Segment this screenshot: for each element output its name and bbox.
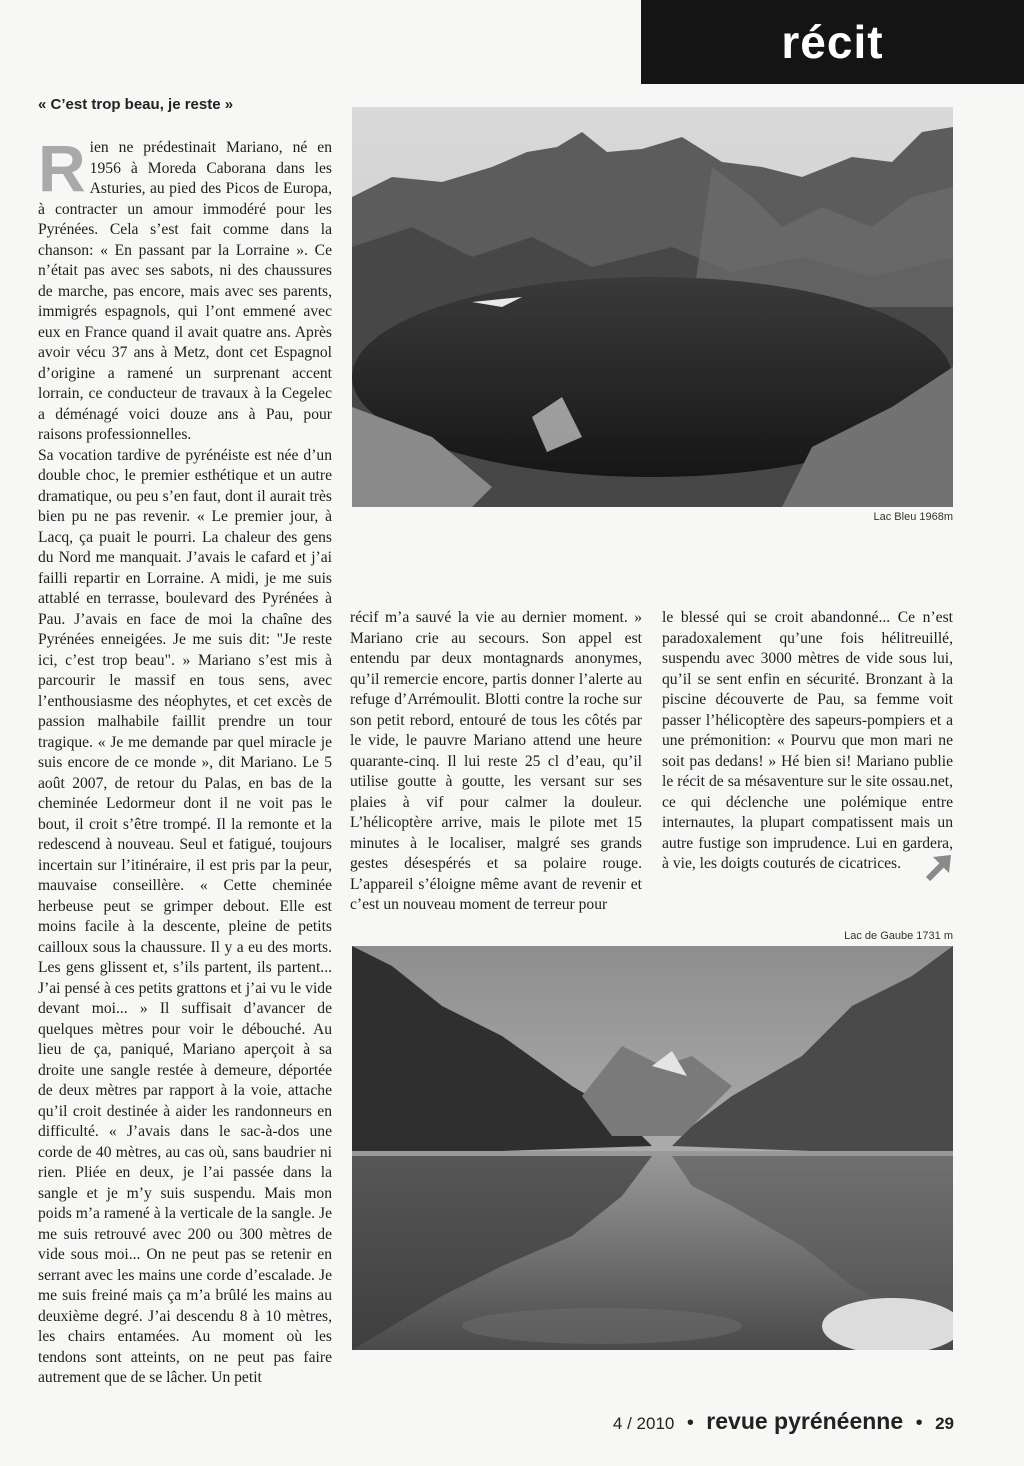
page-number: 29: [935, 1414, 954, 1433]
paragraph-1-text: ien ne prédestinait Mariano, né en 1956 à Moreda Caborana dans les Asturies, au pied des Picos de Europa, à contracter un amour immodéré pour les Pyrénées. Cela s’est fait comme dans la chanson: « En passant par la Lorraine ». Ce n’était pas avec ses sabots, ni des chaussures de marche, pas encore, mais avec ses parents, immigrés espagnols, qui l’ont emmené avec eux en France quand il avait quatre ans. Après avoir vécu 37 ans à Metz, dont cet Espagnol d’origine a ramené un surprenant accent lorrain, ce conducteur de travaux à la Cegelec a déménagé voici douze ans à Pau, pour raisons professionnelles.: [38, 139, 332, 443]
arrow-up-right-icon: [924, 852, 954, 882]
article-column-3: [662, 608, 953, 875]
article-column-2: [350, 608, 642, 916]
photo-caption-lac-de-gaube: Lac de Gaube 1731 m: [844, 930, 953, 942]
section-tag: récit: [641, 0, 1024, 84]
photo-lac-bleu: [352, 107, 953, 507]
photo-caption-lac-bleu: Lac Bleu 1968m: [873, 511, 953, 523]
footer-bullet-2: •: [915, 1412, 923, 1434]
issue-number: 4 / 2010: [612, 1414, 675, 1433]
column-2-text: récif m’a sauvé la vie au dernier moment. » Mariano crie au secours. Son appel est entendu par deux montagnards anonymes, qu’il remercie encore, partis donner l’alerte au refuge d’Arrémoulit. Blotti contre la roche sur son petit rebord, entouré de tous les côtés par le vide, le pauvre Mariano attend une heure quarante-cinq. Il lui reste 25 cl d’eau, qu’il utilise goutte à goutte, les versant sur ses plaies à vif pour calmer la douleur. L’hélicoptère arrive, mais le pilote met 15 minutes à le localiser, malgré ses grands gestes désespérés et sa polaire rouge. L’appareil s’éloigne même avant de revenir et c’est un nouveau moment de terreur pour: [350, 609, 642, 913]
subheading: « C’est trop beau, je reste »: [38, 96, 234, 113]
footer-bullet: •: [686, 1412, 694, 1434]
article-paragraph-1: [38, 131, 332, 446]
page-footer: [613, 1408, 954, 1435]
article-column-1: [38, 131, 332, 1389]
drop-cap: R: [38, 131, 86, 205]
photo-lac-de-gaube: [352, 946, 953, 1350]
article-paragraph-2: Sa vocation tardive de pyrénéiste est née d’un double choc, le premier esthétique et un autre dramatique, ou peu s’en faut, dont il aurait très bien pu ne pas revenir. « Le premier jour, à Lacq, ça puait le pourri. La chaleur des gens du Nord me manquait. J’avais le cafard et j’ai failli repartir en Lorraine. A midi, je me suis attablé en terrasse, boulevard des Pyrénées à Pau. J’avais en face de moi la chaîne des Pyrénées enneigées. Je me suis dit: "Je reste ici, c’est trop beau". » Mariano s’est mis à parcourir le massif en tous sens, avec l’enthousiasme des néophytes, et cet excès de passion malhabile faillit prendre un tour tragique. « Je me demande par quel miracle je suis encore de ce monde », dit Mariano. Le 5 août 2007, de retour du Palas, en bas de la cheminée Ledormeur dont il ne voit pas le bout, il croit s’être trompé. Il la remonte et la redescend à nouveau. Seul et fatigué, toujours incertain sur l’itinéraire, il est pris par la peur, mauvaise conseillère. « Cette cheminée herbeuse peut se grimper debout. Elle est moins facile à la descente, pleine de petits cailloux sous la chaussure. Il y a eu des morts. Les gens glissent et, s’ils partent, ils partent... J’ai pensé à ces petits grattons et j’ai vu le vide devant moi... » Il suffisait d’avancer de quelques mètres pour voir le débouché. Au lieu de ça, paniqué, Mariano aperçoit à sa droite une sangle restée à demeure, déportée de deux mètres par rapport à la voie, attache qu’il croit destinée à aider les randonneurs en difficulté. « J’avais dans le sac-à-dos une corde de 40 mètres, au cas où, sans baudrier ni rien. Pliée en deux, je l’ai passée dans la sangle et je m’y suis suspendu. Mais mon poids m’a ramené à la verticale de la sangle. Je me suis retrouvé avec 200 ou 300 mètres de vide sous moi... On ne peut pas se retenir en serrant avec les mains une corde d’escalade. Je me suis freiné mais ça m’a brûlé les mains au deuxième degré. J’ai descendu 8 à 10 mètres, les chairs entamées. Au moment où les tendons sont atteints, on ne peut pas faire autrement que de se lâcher. Un petit: [38, 446, 332, 1386]
magazine-name: revue pyrénéenne: [706, 1408, 904, 1434]
column-3-text: le blessé qui se croit abandonné... Ce n’est paradoxalement qu’une fois hélitreuillé, suspendu avec 3000 mètres de vide sous lui, qu’il se sent enfin en sécurité. Bronzant à la piscine découverte de Pau, sa femme voit passer l’hélicoptère des sapeurs-pompiers et a une prémonition: « Pourvu que mon mari ne soit pas dedans! » Hé bien si! Mariano publie le récit de sa mésaventure sur le site ossau.net, ce qui déclenche une polémique entre internautes, la plupart compatissent mais un autre fustige son imprudence. Lui en gardera, à vie, les doigts couturés de cicatrices.: [662, 609, 953, 872]
